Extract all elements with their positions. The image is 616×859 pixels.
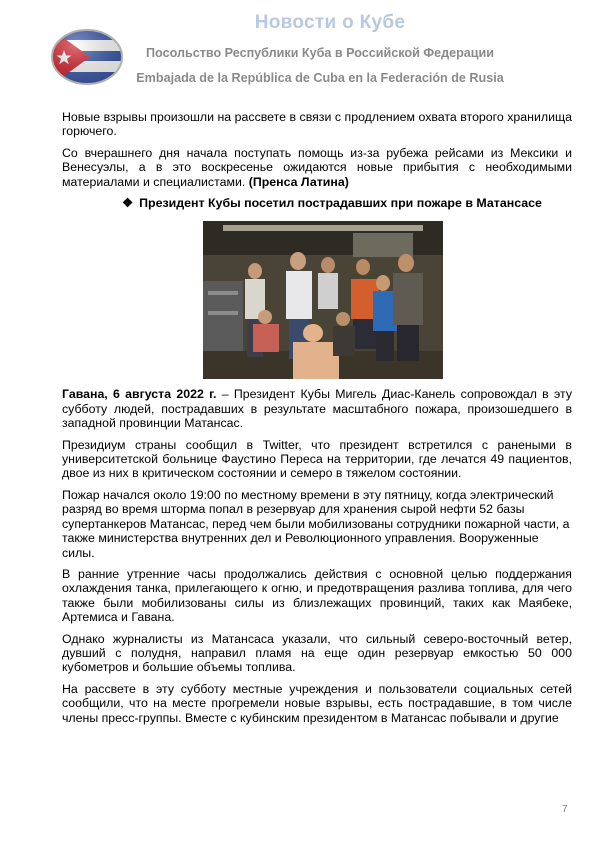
paragraph: Однако журналисты из Матансаса указали, что сильный северо-восточный ветер, дувший с полудня, направил пламя на еще один резервуар емкостью 50 000 кубометров и большие объемы топлива. xyxy=(62,631,572,675)
paragraph: Пожар начался около 19:00 по местному времени в эту пятницу, когда электрический разряд во время шторма попал в резервуар для хранения сырой нефти 52 базы супертанкеров Матансас, перед чем были мобилизованы сотрудники пожарной части, а также министерства внутренних дел и Революционного управления. Вооруженные силы. xyxy=(62,487,570,560)
cuban-flag-icon xyxy=(50,28,124,86)
paragraph: Новые взрывы произошли на рассвете в связи с продлением охвата второго хранилища горючего. xyxy=(62,110,572,139)
article-title: Президент Кубы посетил пострадавших при пожаре в Матансасе xyxy=(139,196,542,211)
dateline: Гавана, 6 августа 2022 г. xyxy=(62,387,217,402)
page-number: 7 xyxy=(562,804,568,815)
document-body xyxy=(62,110,572,732)
paragraph: На рассвете в эту субботу местные учреждения и пользователи социальных сетей сообщили, что на месте прогремели новые взрывы, есть пострадавшие, в том числе члены пресс-группы. Вместе с кубинским президентом в Матансас побывали и другие xyxy=(62,681,572,725)
paragraph xyxy=(62,146,572,189)
embassy-name-es: Embajada de la República de Cuba en la Federación de Rusia xyxy=(136,71,504,85)
news-photo xyxy=(203,221,443,379)
paragraph-text: Со вчерашнего дня начала поступать помощь из-за рубежа рейсами из Мексики и Венесуэлы, а в это воскресенье ожидаются новые прибытия с необходимыми материалами и специалистами. xyxy=(62,145,572,189)
paragraph: В ранние утренние часы продолжались действия с основной целью поддержания охлаждения танка, прилегающего к огню, и предотвращения разлива топлива, для чего также были мобилизованы силы из близлежащих провинций, таких как Маябеке, Артемиса и Гавана. xyxy=(62,566,572,625)
paragraph: Президиум страны сообщил в Twitter, что президент встретился с ранеными в университетской больнице Фаустино Переса на территории, где лечатся 49 пациентов, двое из них в критическом состоянии и семеро в тяжелом состоянии. xyxy=(62,437,572,481)
diamond-bullet-icon: ❖ xyxy=(122,196,134,211)
page-header xyxy=(0,0,616,100)
source-credit: (Пренса Латина) xyxy=(248,174,349,189)
paragraph xyxy=(62,387,572,430)
masthead-title: Новости о Кубе xyxy=(254,12,406,33)
article-heading xyxy=(122,196,572,210)
embassy-name-ru: Посольство Республики Куба в Российской Федерации xyxy=(146,46,494,60)
paragraph-text: – Президент Кубы Мигель Диас-Канель сопровождал в эту субботу людей, пострадавших в результате масштабного пожара, произошедшего в западной провинции Матансас. xyxy=(62,387,573,431)
